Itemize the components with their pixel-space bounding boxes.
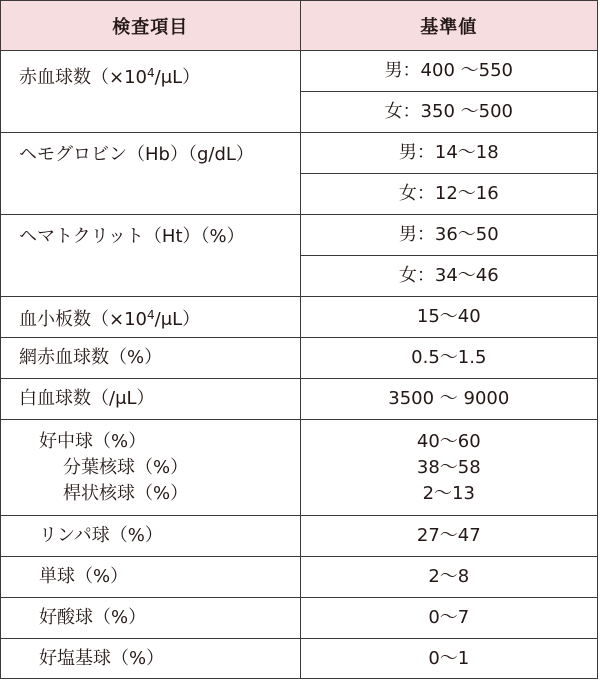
row-value: 0～1: [300, 639, 597, 679]
table-row: [1, 420, 598, 516]
row-value-female: 女：350 ～500: [300, 92, 597, 133]
table-row: [1, 338, 598, 379]
neutrophil-label: 好中球（%）: [39, 430, 147, 452]
segmented-label: 分葉核球（%）: [63, 456, 189, 478]
row-item-platelet: 血小板数$(\times 10^4/\mu L)$: [1, 297, 301, 338]
row-item-eosinophil: 好酸球（%）: [1, 598, 301, 639]
row-value: 3500 ～ 9000: [300, 379, 597, 420]
band-label: 桿状核球（%）: [63, 482, 189, 504]
row-value-male: 男：400 ～550: [300, 51, 597, 92]
neutrophil-value: 40～60: [416, 430, 481, 452]
row-item-rbc: 赤血球数$(\times 10^4/\mu L)$: [1, 51, 301, 133]
table-row: [1, 379, 598, 420]
row-item-monocyte: 単球（%）: [1, 557, 301, 598]
row-value: 27～47: [300, 516, 597, 557]
row-value-male: 男：36～50: [300, 215, 597, 256]
row-value: 2～8: [300, 557, 597, 598]
row-item-wbc: 白血球数（/μL）: [1, 379, 301, 420]
header-row: [1, 1, 598, 51]
row-value: 0～7: [300, 598, 597, 639]
row-item-reticulocyte: 網赤血球数（%）: [1, 338, 301, 379]
table-row: [1, 516, 598, 557]
row-value: 0.5～1.5: [300, 338, 597, 379]
header-item: 検査項目: [1, 1, 301, 51]
table-row: [1, 297, 598, 338]
row-item-lymphocyte: リンパ球（%）: [1, 516, 301, 557]
table-row: [1, 639, 598, 679]
row-value: 15～40: [300, 297, 597, 338]
band-value: 2～13: [422, 482, 475, 504]
row-item-neutrophil: [1, 420, 301, 516]
table-row: [1, 557, 598, 598]
table-row: [1, 215, 598, 256]
row-item-basophil: 好塩基球（%）: [1, 639, 301, 679]
row-value-male: 男：14～18: [300, 133, 597, 174]
row-value-female: 女：34～46: [300, 256, 597, 297]
segmented-value: 38～58: [416, 456, 481, 478]
table-row: [1, 133, 598, 174]
header-value: 基準値: [300, 1, 597, 51]
row-value-female: 女：12～16: [300, 174, 597, 215]
row-item-ht: ヘマトクリット（Ht）（%）: [1, 215, 301, 297]
table-row: [1, 51, 598, 92]
row-value-neutrophil: [300, 420, 597, 516]
row-item-hb: ヘモグロビン（Hb）（g/dL）: [1, 133, 301, 215]
table-row: [1, 598, 598, 639]
